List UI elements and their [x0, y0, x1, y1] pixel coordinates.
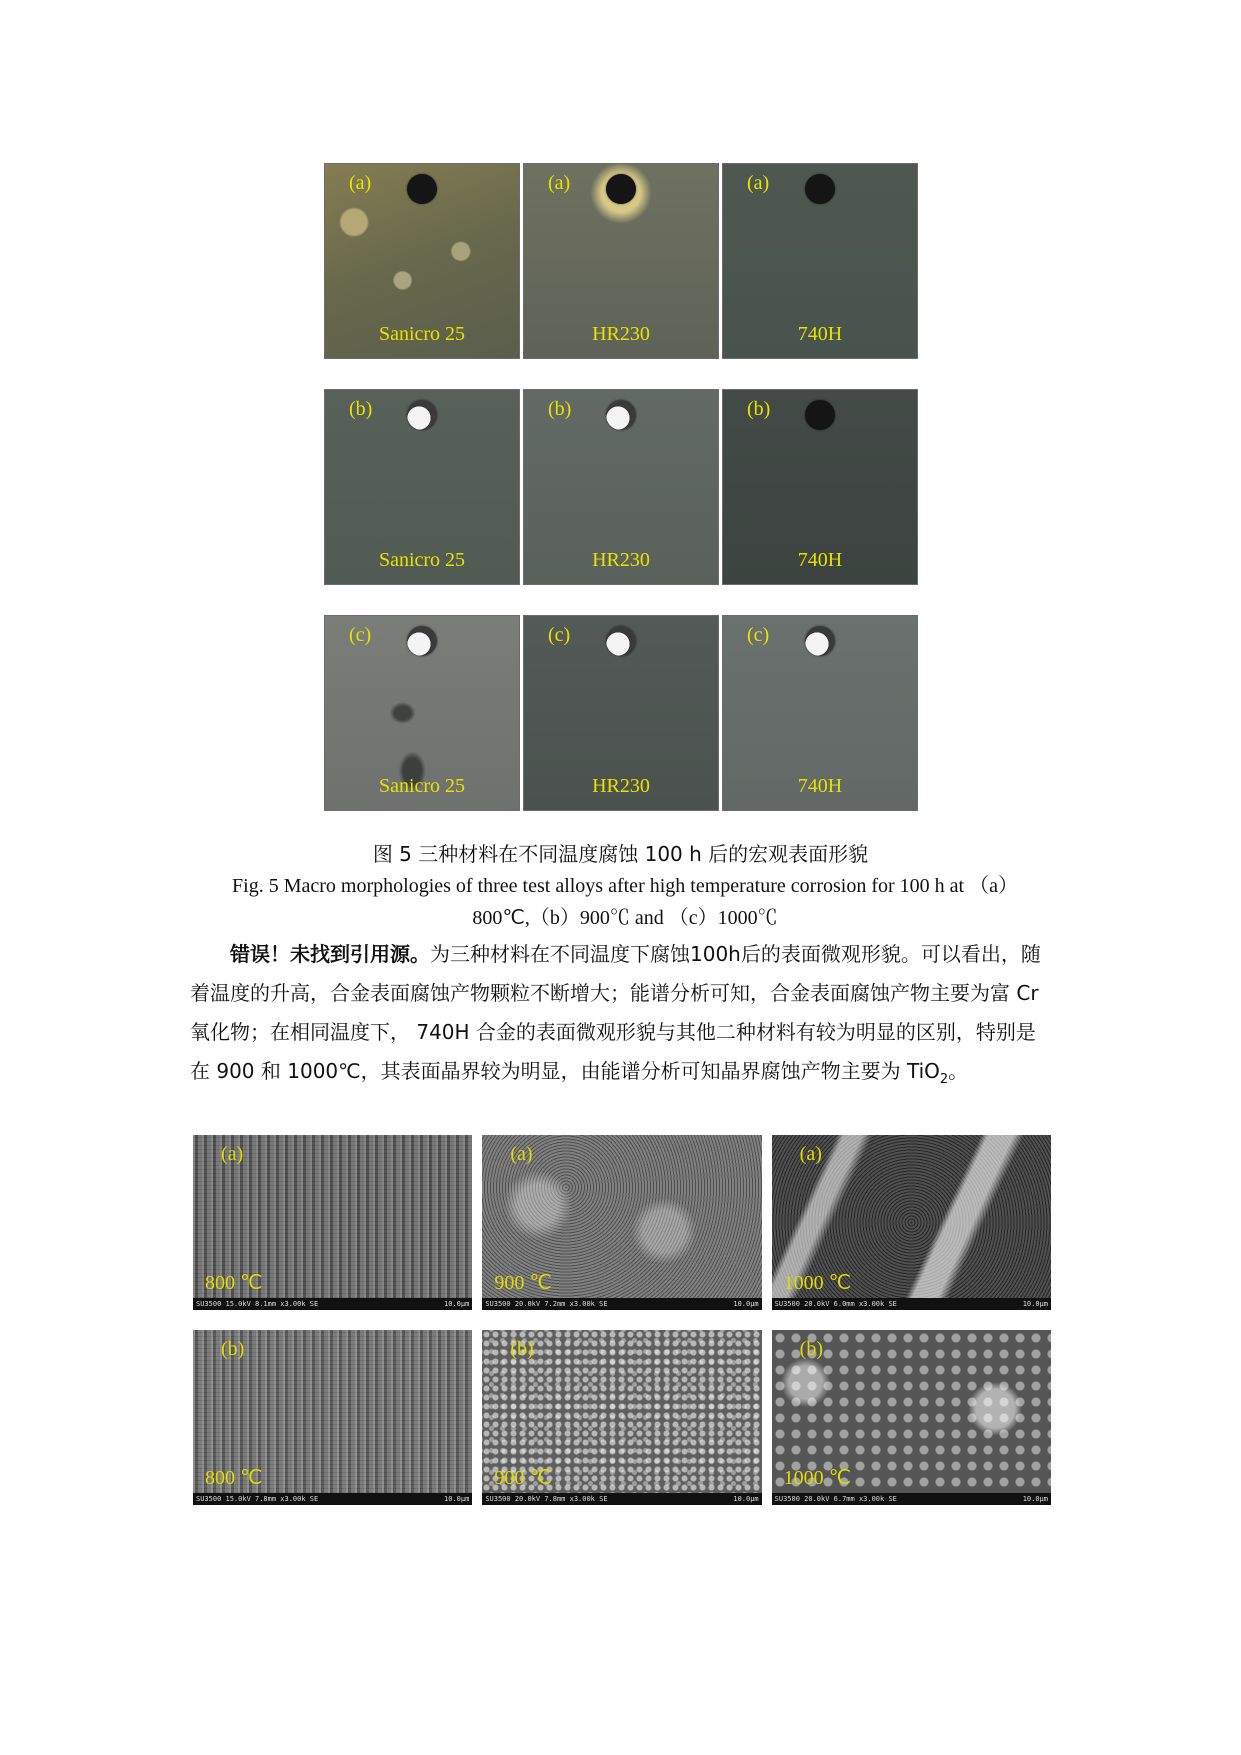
- panel-tag: (b): [510, 1338, 534, 1360]
- material-label: Sanicro 25: [378, 323, 466, 345]
- paragraph-end: 。: [948, 1059, 969, 1083]
- sem-image-a-1000: [772, 1135, 1051, 1310]
- macro-row-c: [324, 615, 918, 811]
- temperature-label: 1000 ℃: [783, 1272, 852, 1294]
- panel-tag: (c): [349, 624, 372, 646]
- temperature-label: 1000 ℃: [783, 1467, 852, 1489]
- sample-hole: [805, 400, 835, 430]
- panel-tag: (c): [548, 624, 571, 646]
- sample-hole: [805, 626, 835, 656]
- macro-photo-c-740h: [722, 615, 918, 811]
- material-label: Sanicro 25: [378, 549, 466, 571]
- macro-figure: [324, 163, 918, 841]
- panel-tag: (b): [349, 398, 373, 420]
- sem-row-a: [193, 1135, 1051, 1310]
- material-label: HR230: [592, 323, 650, 345]
- error-reference: 错误！未找到引用源。: [230, 942, 430, 966]
- macro-photo-a-740h: [722, 163, 918, 359]
- sem-image-b-1000: [772, 1330, 1051, 1505]
- macro-photo-b-hr230: [523, 389, 719, 585]
- caption-en-line2: 800℃,（b）900℃ and （c）1000℃: [472, 907, 778, 929]
- sem-image-a-800: [193, 1135, 472, 1310]
- sem-figure: [193, 1135, 1051, 1525]
- macro-row-b: [324, 389, 918, 585]
- sem-image-a-900: [482, 1135, 761, 1310]
- sample-hole: [407, 626, 437, 656]
- macro-photo-b-740h: [722, 389, 918, 585]
- panel-tag: (a): [510, 1143, 533, 1165]
- sem-info-bar: SU3500 20.0kV 6.7mm x3.00k SE: [772, 1493, 1051, 1505]
- figure-caption-zh: 图 5 三种材料在不同温度腐蚀 100 h 后的宏观表面形貌: [372, 842, 869, 866]
- scale-label: 10.0μm: [733, 1495, 759, 1503]
- sample-hole: [606, 626, 636, 656]
- panel-tag: (a): [799, 1143, 822, 1165]
- body-paragraph: [190, 935, 1055, 1099]
- macro-photo-a-sanicro25: [324, 163, 520, 359]
- sample-hole: [606, 174, 636, 204]
- sem-image-b-900: [482, 1330, 761, 1505]
- sem-info-bar: SU3500 20.0kV 7.8mm x3.00k SE: [482, 1493, 761, 1505]
- sem-info-bar: SU3500 15.0kV 7.8mm x3.00k SE: [193, 1493, 472, 1505]
- macro-photo-b-sanicro25: [324, 389, 520, 585]
- panel-tag: (b): [548, 398, 572, 420]
- material-label: 740H: [797, 323, 843, 345]
- subscript: 2: [939, 1072, 949, 1087]
- panel-tag: (a): [221, 1143, 244, 1165]
- panel-tag: (b): [747, 398, 771, 420]
- material-label: Sanicro 25: [378, 775, 466, 797]
- macro-photo-c-sanicro25: [324, 615, 520, 811]
- panel-tag: (a): [747, 172, 770, 194]
- temperature-label: 800 ℃: [205, 1272, 263, 1294]
- macro-row-a: [324, 163, 918, 359]
- caption-en-line1: Fig. 5 Macro morphologies of three test alloys after high temperature corrosion for 100 h at （a）: [232, 875, 1018, 897]
- material-label: HR230: [592, 775, 650, 797]
- panel-tag: (a): [548, 172, 571, 194]
- material-label: HR230: [592, 549, 650, 571]
- macro-photo-a-hr230: [523, 163, 719, 359]
- sem-row-b: [193, 1330, 1051, 1505]
- scale-label: 10.0μm: [444, 1300, 470, 1308]
- macro-photo-c-hr230: [523, 615, 719, 811]
- panel-tag: (c): [747, 624, 770, 646]
- paragraph-text: 为三种材料在不同温度下腐蚀100h后的表面微观形貌。可以看出，随着温度的升高，合金表面腐蚀产物颗粒不断增大；能谱分析可知，合金表面腐蚀产物主要为富 Cr 氧化物；在相同温度下， 740H 合金的表面微观形貌与其他二种材料有较为明显的区别，特别是在 900 和 1000℃，其表面晶界较为明显，由能谱分析可知晶界腐蚀产物主要为 TiO: [190, 942, 1041, 1083]
- sem-image-b-800: [193, 1330, 472, 1505]
- panel-tag: (b): [799, 1338, 823, 1360]
- panel-tag: (b): [221, 1338, 245, 1360]
- scale-label: 10.0μm: [1022, 1300, 1048, 1308]
- sample-hole: [407, 174, 437, 204]
- sem-info-bar: SU3500 20.0kV 7.2mm x3.00k SE: [482, 1298, 761, 1310]
- scale-label: 10.0μm: [1022, 1495, 1048, 1503]
- sem-info-bar: SU3500 15.0kV 8.1mm x3.00k SE: [193, 1298, 472, 1310]
- scale-label: 10.0μm: [444, 1495, 470, 1503]
- sample-hole: [407, 400, 437, 430]
- temperature-label: 900 ℃: [494, 1272, 552, 1294]
- figure-caption-en: [190, 870, 1060, 934]
- material-label: 740H: [797, 549, 843, 571]
- material-label: 740H: [797, 775, 843, 797]
- temperature-label: 900 ℃: [494, 1467, 552, 1489]
- scale-label: 10.0μm: [733, 1300, 759, 1308]
- sem-info-bar: SU3500 20.0kV 6.0mm x3.00k SE: [772, 1298, 1051, 1310]
- sample-hole: [606, 400, 636, 430]
- panel-tag: (a): [349, 172, 372, 194]
- sample-hole: [805, 174, 835, 204]
- temperature-label: 800 ℃: [205, 1467, 263, 1489]
